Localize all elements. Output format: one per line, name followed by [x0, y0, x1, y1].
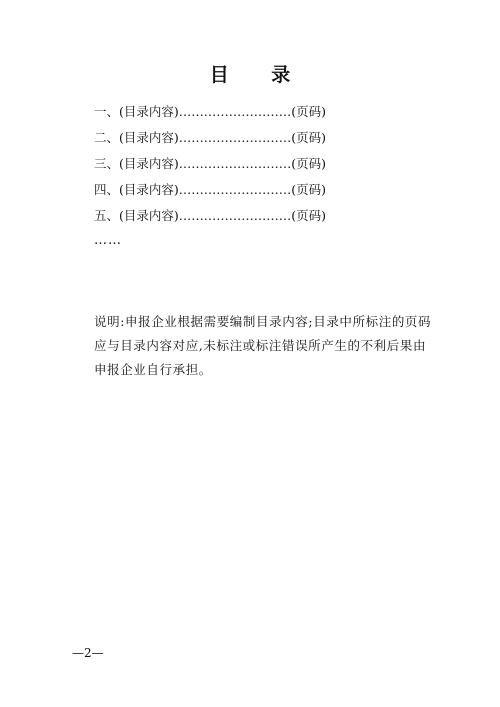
toc-entry-5: 五、(目录内容)………………………(页码) [94, 208, 327, 223]
page-number: —2— [72, 646, 104, 660]
table-of-contents [94, 103, 414, 233]
toc-entry-2: 二、(目录内容)………………………(页码) [94, 130, 327, 145]
instruction-note: 说明:申报企业根据需要编制目录内容;目录中所标注的页码应与目录内容对应,未标注或标注错误所产生的不利后果由申报企业自行承担。 [94, 314, 432, 377]
toc-entry-3: 三、(目录内容)………………………(页码) [94, 156, 327, 171]
page-title: 目 录 [209, 64, 309, 86]
toc-continuation-ellipsis: …… [94, 233, 122, 248]
toc-entry-1: 一、(目录内容)………………………(页码) [94, 104, 327, 119]
toc-entry-4: 四、(目录内容)………………………(页码) [94, 182, 327, 197]
